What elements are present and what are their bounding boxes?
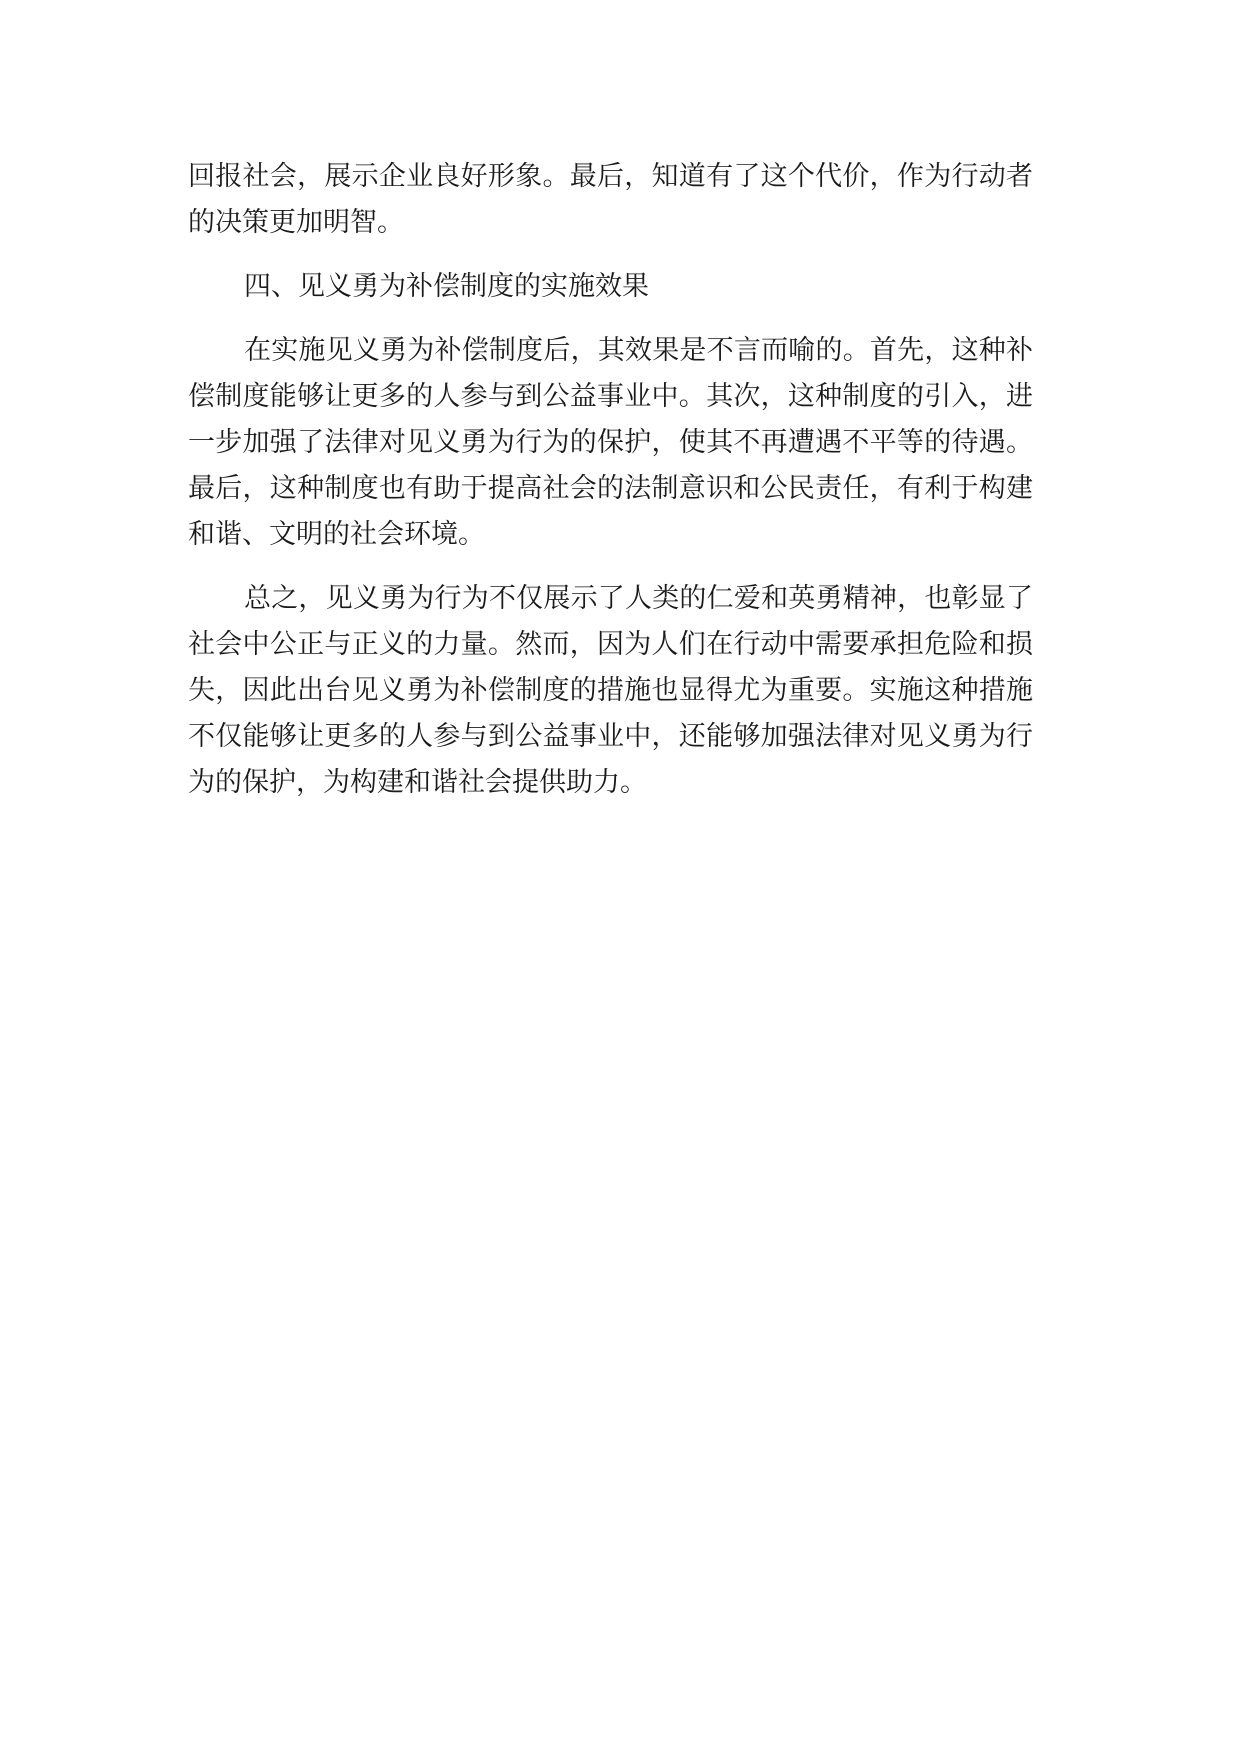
section-heading: 四、见义勇为补偿制度的实施效果 (244, 271, 649, 302)
continued-paragraph: 回报社会，展示企业良好形象。最后，知道有了这个代价，作为行动者的决策更加明智。 (188, 161, 1033, 238)
conclusion-paragraph: 总之，见义勇为行为不仅展示了人类的仁爱和英勇精神，也彰显了社会中公正与正义的力量。然而，因为人们在行动中需要承担危险和损失，因此出台见义勇为补偿制度的措施也显得尤为重要。实施这种措施不仅能够让更多的人参与到公益事业中，还能够加强法律对见义勇为行为的保护，为构建和谐社会提供助力。 (188, 583, 1033, 798)
implementation-effect-paragraph: 在实施见义勇为补偿制度后，其效果是不言而喻的。首先，这种补偿制度能够让更多的人参与到公益事业中。其次，这种制度的引入，进一步加强了法律对见义勇为行为的保护，使其不再遭遇不平等的待遇。最后，这种制度也有助于提高社会的法制意识和公民责任，有利于构建和谐、文明的社会环境。 (188, 335, 1033, 550)
document-body (188, 154, 1033, 824)
